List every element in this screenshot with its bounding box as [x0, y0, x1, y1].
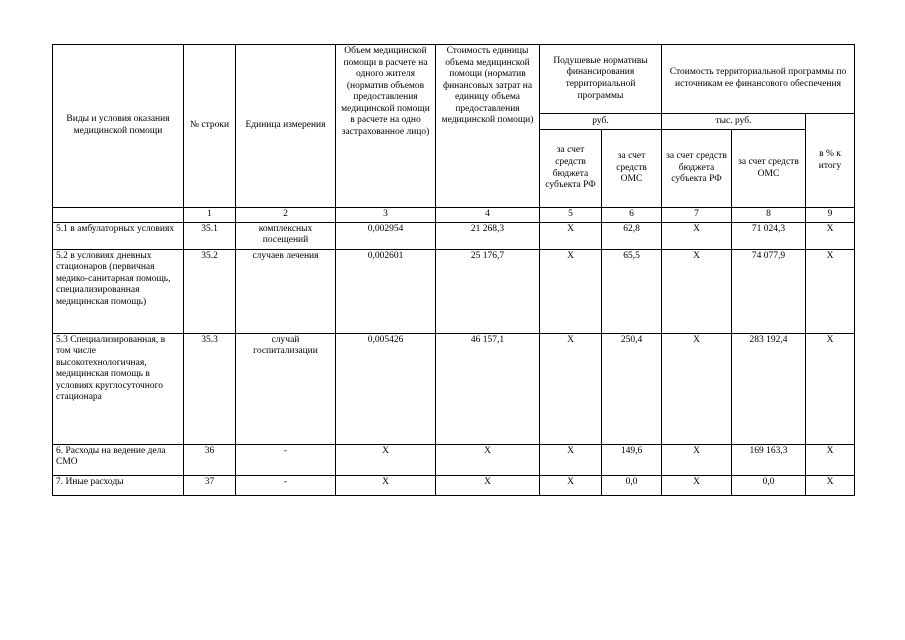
- header-pr-oms: за счет средств ОМС: [732, 130, 806, 208]
- cell-cost: 46 157,1: [436, 333, 540, 444]
- header-cost: Стоимость единицы объема медицинской помощи (норматив финансовых затрат на единицу объема предоставления медицинской помощи): [436, 45, 540, 208]
- cell-unit: -: [236, 444, 336, 475]
- cell-unit: -: [236, 475, 336, 495]
- cell-pc-oms: 65,5: [602, 249, 662, 333]
- cell-pc-budget: X: [540, 222, 602, 249]
- cell-pc-oms: 62,8: [602, 222, 662, 249]
- column-number: 7: [662, 208, 732, 223]
- cell-name: 5.2 в условиях дневных стационаров (первичная медико-санитарная помощь, специализированная медицинская помощь): [53, 249, 184, 333]
- cell-pc-oms: 149,6: [602, 444, 662, 475]
- cell-pr-oms: 71 024,3: [732, 222, 806, 249]
- cell-cost: 21 268,3: [436, 222, 540, 249]
- cell-cost: 25 176,7: [436, 249, 540, 333]
- cell-volume: X: [336, 475, 436, 495]
- cell-row-no: 35.1: [184, 222, 236, 249]
- cell-name: 5.1 в амбулаторных условиях: [53, 222, 184, 249]
- column-number: 9: [806, 208, 855, 223]
- header-rub: руб.: [540, 114, 662, 130]
- cell-pc-oms: 250,4: [602, 333, 662, 444]
- cell-volume: 0,002954: [336, 222, 436, 249]
- financing-table: [52, 44, 855, 496]
- cell-percent: X: [806, 475, 855, 495]
- cell-pc-budget: X: [540, 475, 602, 495]
- cell-unit: комплексных посещений: [236, 222, 336, 249]
- table-row: [53, 475, 855, 495]
- cell-pr-budget: X: [662, 444, 732, 475]
- column-number: 1: [184, 208, 236, 223]
- cell-pc-budget: X: [540, 333, 602, 444]
- column-number: [53, 208, 184, 223]
- cell-volume: X: [336, 444, 436, 475]
- cell-row-no: 37: [184, 475, 236, 495]
- cell-percent: X: [806, 249, 855, 333]
- table-row: [53, 333, 855, 444]
- header-unit: Единица измерения: [236, 45, 336, 208]
- header-thousand-rub: тыс. руб.: [662, 114, 806, 130]
- column-number: 3: [336, 208, 436, 223]
- cell-row-no: 35.3: [184, 333, 236, 444]
- cell-pc-oms: 0,0: [602, 475, 662, 495]
- cell-percent: X: [806, 222, 855, 249]
- cell-pc-budget: X: [540, 249, 602, 333]
- cell-name: 6. Расходы на ведение дела СМО: [53, 444, 184, 475]
- cell-pr-budget: X: [662, 333, 732, 444]
- cell-pr-budget: X: [662, 475, 732, 495]
- cell-percent: X: [806, 333, 855, 444]
- cell-unit: случаев лечения: [236, 249, 336, 333]
- header-percent-total: в % к итогу: [806, 114, 855, 208]
- cell-pc-budget: X: [540, 444, 602, 475]
- table-row: [53, 249, 855, 333]
- cell-pr-oms: 74 077,9: [732, 249, 806, 333]
- table-row: [53, 222, 855, 249]
- column-number-row: [53, 208, 855, 223]
- header-program-cost: Стоимость территориальной программы по источникам ее финансового обеспечения: [662, 45, 855, 114]
- header-pc-budget: за счет средств бюджета субъекта РФ: [540, 130, 602, 208]
- header-row-no: № строки: [184, 45, 236, 208]
- table-row: [53, 444, 855, 475]
- cell-volume: 0,002601: [336, 249, 436, 333]
- column-number: 4: [436, 208, 540, 223]
- header-pr-budget: за счет средств бюджета субъекта РФ: [662, 130, 732, 208]
- cell-cost: X: [436, 475, 540, 495]
- header-volume: Объем медицинской помощи в расчете на одного жителя (норматив объемов предоставления медицинской помощи в расчете на одно застрахованное лицо): [336, 45, 436, 208]
- column-number: 6: [602, 208, 662, 223]
- cell-pr-oms: 169 163,3: [732, 444, 806, 475]
- header-pc-oms: за счет средств ОМС: [602, 130, 662, 208]
- cell-name: 7. Иные расходы: [53, 475, 184, 495]
- column-number: 8: [732, 208, 806, 223]
- cell-row-no: 35.2: [184, 249, 236, 333]
- cell-pr-budget: X: [662, 249, 732, 333]
- cell-pr-budget: X: [662, 222, 732, 249]
- cell-pr-oms: 0,0: [732, 475, 806, 495]
- column-number: 5: [540, 208, 602, 223]
- cell-pr-oms: 283 192,4: [732, 333, 806, 444]
- cell-volume: 0,005426: [336, 333, 436, 444]
- cell-percent: X: [806, 444, 855, 475]
- cell-cost: X: [436, 444, 540, 475]
- cell-row-no: 36: [184, 444, 236, 475]
- header-per-capita: Подушевые нормативы финансирования территориальной программы: [540, 45, 662, 114]
- cell-unit: случай госпитализации: [236, 333, 336, 444]
- cell-name: 5.3 Специализированная, в том числе высокотехнологичная, медицинская помощь в условиях круглосуточного стационара: [53, 333, 184, 444]
- header-type: Виды и условия оказания медицинской помощи: [53, 45, 184, 208]
- column-number: 2: [236, 208, 336, 223]
